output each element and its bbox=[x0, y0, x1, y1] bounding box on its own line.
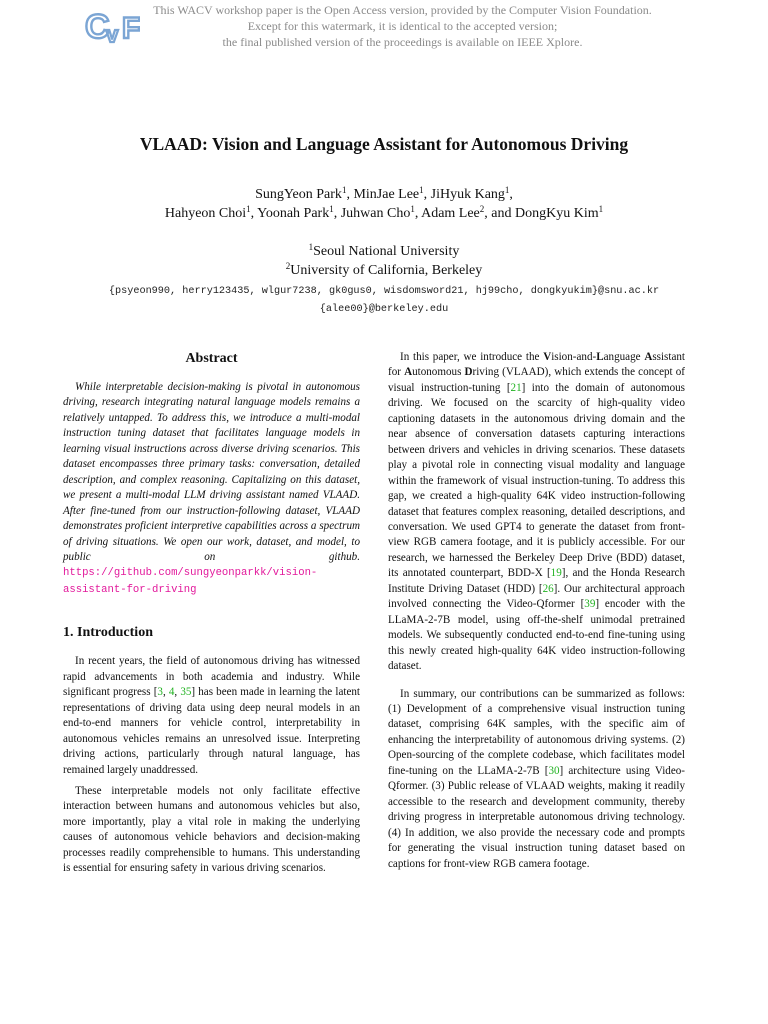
author-affiliation-mark: 1 bbox=[329, 204, 334, 214]
section-heading-introduction: 1. Introduction bbox=[63, 625, 153, 641]
author-affiliation-mark: 1 bbox=[410, 204, 415, 214]
open-access-watermark bbox=[140, 2, 665, 50]
citation-link[interactable]: 30 bbox=[548, 764, 560, 777]
author-name: DongKyu Kim bbox=[515, 206, 599, 221]
contributions-paragraph: In summary, our contributions can be summarized as follows: (1) Development of a comprehensive visual instruction tuning dataset, comprising 64K samples, with the specific aim of enhancing the interpretability of autonomous driving systems. (2) Open-sourcing of the complete codebase, which facilitates model fine-tuning on the LLaMA-2-7B [30] architecture using Video-Qformer. (3) Public release of VLAAD weights, making it readily accessible to the research and development community, thereby driving progress in interpretable autonomous driving technology. (4) In addition, we also provide the necessary code and prompts for generating the visual instruction tuning dataset based on captions for front-view RGB camera footage. bbox=[388, 687, 686, 870]
svg-text:C: C bbox=[85, 8, 107, 46]
author-affiliation-mark: 2 bbox=[479, 204, 485, 214]
author-line: Hahyeon Choi$^1$, Yoonah Park$^1$, Juhwan Cho$^1$, Adam Lee$^2$, and DongKyu Kim$^1$ bbox=[164, 204, 604, 221]
author-list bbox=[0, 185, 768, 223]
citation-link[interactable]: 4 bbox=[168, 686, 175, 699]
author-name: Hahyeon Choi bbox=[164, 206, 247, 221]
watermark-line: Except for this watermark, it is identical to the accepted version; bbox=[247, 19, 558, 33]
watermark-line: This WACV workshop paper is the Open Access version, provided by the Computer Vision Foundation. bbox=[153, 3, 652, 17]
author-name: MinJae Lee bbox=[353, 187, 420, 202]
watermark-line: the final published version of the proceedings is available on IEEE Xplore. bbox=[222, 35, 583, 49]
cvf-logo bbox=[84, 6, 140, 46]
citation-link[interactable]: 26 bbox=[542, 582, 554, 595]
author-name: JiHyuk Kang bbox=[430, 187, 505, 202]
paper-title: VLAAD: Vision and Language Assistant for Autonomous Driving bbox=[139, 134, 629, 154]
author-emails bbox=[0, 283, 768, 319]
author-name: Yoonah Park bbox=[257, 206, 330, 221]
right-column bbox=[388, 350, 685, 878]
author-affiliation-mark: 1 bbox=[419, 185, 424, 195]
citation-link[interactable]: 3 bbox=[157, 686, 163, 699]
svg-text:F: F bbox=[122, 12, 140, 45]
abstract-heading: Abstract bbox=[185, 351, 238, 366]
author-name: Adam Lee bbox=[421, 206, 480, 221]
author-affiliation-mark: 1 bbox=[246, 204, 251, 214]
acronym-letter: A bbox=[644, 351, 653, 363]
author-affiliation-mark: 1 bbox=[504, 185, 510, 195]
citation-link[interactable]: 19 bbox=[550, 567, 562, 580]
email-line: {alee00}@berkeley.edu bbox=[319, 304, 449, 315]
affiliation: $^2$University of California, Berkeley bbox=[285, 261, 483, 278]
intro-paragraph: In recent years, the field of autonomous driving has witnessed rapid advancements in both academia and industry. While significant progress [3, 4, 35] has been made in learning the latent representations of driving data using deep neural models in an end-to-end manners for vehicle control, interpretability in autonomous vehicles remains an unresolved issue. Interpreting driving actions, particularly through natural language, has remained largely unaddressed. bbox=[63, 655, 360, 776]
author-name: SungYeon Park bbox=[255, 187, 342, 202]
citation-link[interactable]: 35 bbox=[180, 686, 192, 699]
github-link[interactable]: https://github.com/sungyeonparkk/vision-assistant-for-driving bbox=[63, 567, 318, 596]
citation-link[interactable]: 39 bbox=[584, 598, 596, 611]
body-paragraph: In this paper, we introduce the Vision-and-Language Assistant for Autonomous Driving (VLAAD), which extends the concept of visual instruction-tuning [21] into the domain of autonomous driving. We focused on the scarcity of high-quality video captioning datasets in the autonomous driving domain and the near absence of conversation datasets capturing interactions between drivers and vehicles in driving scenarios. These datasets play a pivotal role in connecting visual modality and language within the framework of visual instruction-tuning. To address this gap, we created a high-quality 64K video instruction-following dataset that features complex reasoning, detailed descriptions, and conversation. We used GPT4 to generate the dataset from front-view RGB camera footage, and it is publicly accessible. For our research, we harnessed the Berkeley Deep Drive (BDD) dataset, its annotated counterpart, BDD-X [19], and the Honda Research Institute Driving Dataset (HDD) [26]. Our architectural approach involved connecting the Video-Qformer [39] encoder with the LLaMA-2-7B model, using off-the-shelf unimodal pretrained models. We subsequently conducted end-to-end fine-tuning using this newly created high-quality 64K video instruction-following dataset. bbox=[388, 351, 686, 673]
acronym-letter: V bbox=[543, 351, 552, 363]
affiliation: $^1$Seoul National University bbox=[308, 242, 460, 259]
acronym-letter: D bbox=[464, 366, 473, 379]
citation-link[interactable]: 21 bbox=[510, 381, 522, 394]
author-name: Juhwan Cho bbox=[340, 206, 411, 221]
author-affiliation-mark: 1 bbox=[598, 204, 604, 214]
affiliations bbox=[0, 242, 768, 280]
email-line: {psyeon990, herry123435, wlgur7238, gk0gus0, wisdomsword21, hj99cho, dongkyukim}@snu.ac.kr bbox=[108, 286, 660, 297]
acronym-letter: A bbox=[404, 366, 413, 379]
intro-paragraph: These interpretable models not only facilitate effective interaction between humans and autonomous vehicles but also, more importantly, play a vital role in making the underlying causes of autonomous vehicle behaviors and decision-making processes readily comprehensible to humans. This understanding is essential for ensuring safety in various driving scenarios. bbox=[63, 784, 360, 875]
acronym-letter: L bbox=[596, 351, 604, 363]
author-line: SungYeon Park$^1$, MinJae Lee$^1$, JiHyuk Kang$^1$, bbox=[255, 185, 513, 202]
author-affiliation-mark: 1 bbox=[341, 185, 347, 195]
svg-text:v: v bbox=[106, 22, 119, 46]
left-column bbox=[63, 350, 360, 883]
abstract-text: While interpretable decision-making is pivotal in autonomous driving, research integrating natural language models remains a relatively untapped. To address this, we introduce a multi-modal instruction tuning dataset that facilitates language models in learning visual instructions across diverse driving scenarios. This dataset encompasses three primary tasks: conversation, detailed description, and complex reasoning. Capitalizing on this dataset, we present a multi-modal LLM driving assistant named VLAAD. After fine-tuned from our instruction-following dataset, VLAAD demonstrates proficient interpretive capabilities across a spectrum of driving situations. We open our work, dataset, and model, to public on github. https://github.com/sungyeonparkk/vision-assistant-for-driving bbox=[63, 381, 360, 596]
